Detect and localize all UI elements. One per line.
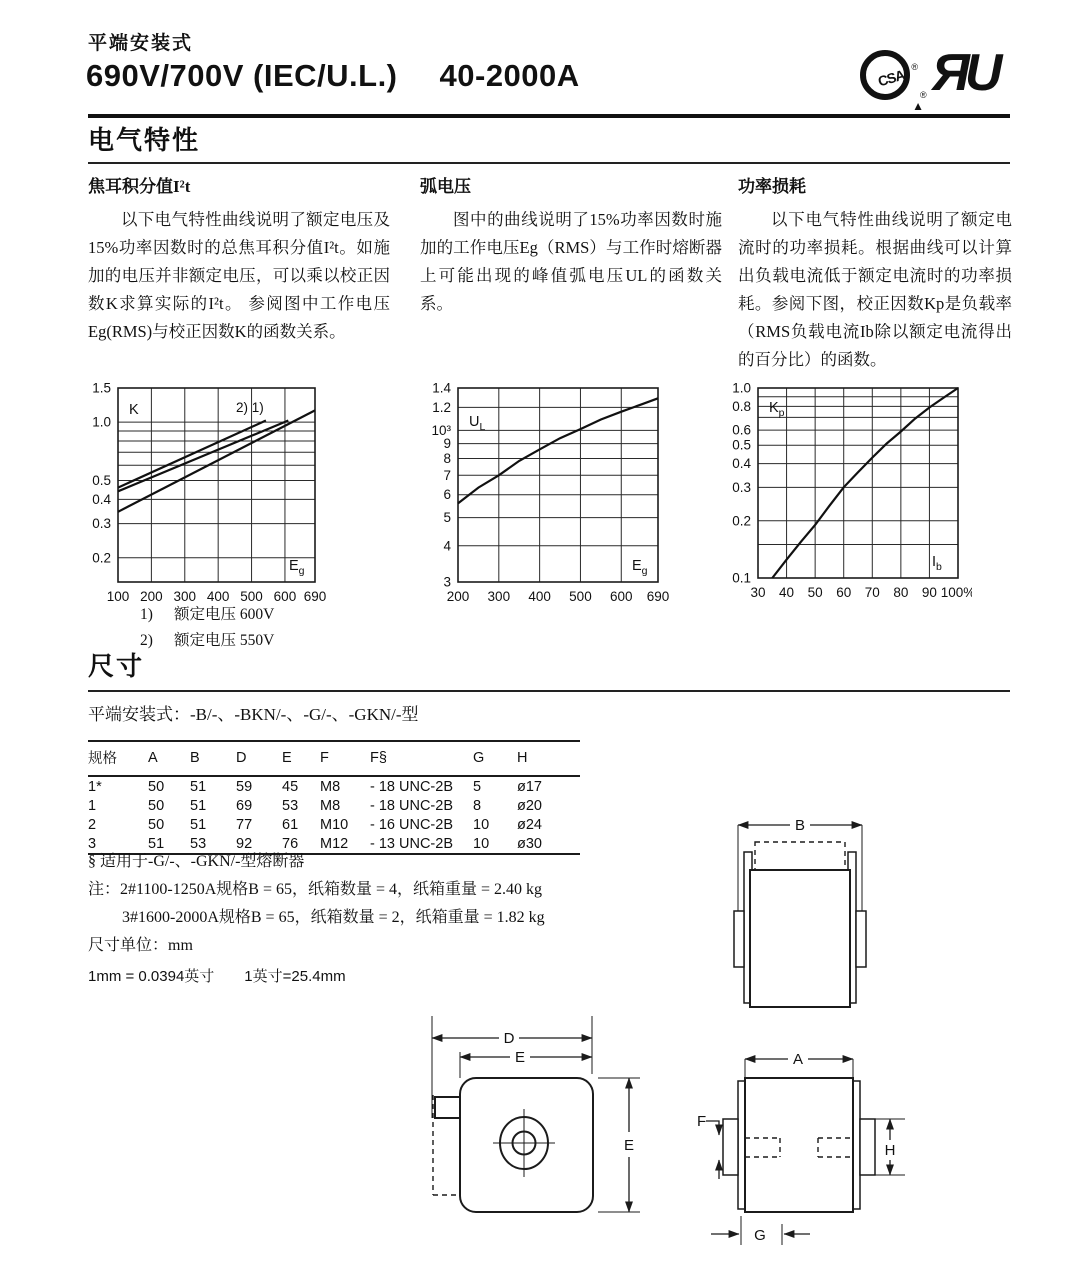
svg-text:1.5: 1.5 <box>92 380 111 396</box>
svg-text:0.5: 0.5 <box>92 473 111 489</box>
table-row <box>88 776 580 796</box>
svg-text:1.2: 1.2 <box>432 399 451 415</box>
table-cell: 1* <box>88 778 102 795</box>
table-cell: 53 <box>282 797 299 814</box>
legend-item <box>140 628 274 654</box>
fuse-cap-dashed <box>755 842 845 871</box>
table-cell: ø24 <box>517 816 542 833</box>
svg-text:0.6: 0.6 <box>732 422 751 438</box>
table-header-cell: 规格 <box>88 751 117 767</box>
drawing-front-view <box>698 806 878 1021</box>
svg-text:0.3: 0.3 <box>92 516 111 532</box>
legend-index: 1) <box>140 606 153 623</box>
table-cell: 51 <box>190 778 207 795</box>
table-header-cell: F <box>320 749 329 766</box>
chart-canvas <box>422 380 672 610</box>
table-cell: 10 <box>473 816 490 833</box>
svg-text:80: 80 <box>893 585 909 600</box>
svg-text:0.4: 0.4 <box>732 456 751 472</box>
svg-text:7: 7 <box>443 467 451 483</box>
svg-text:100: 100 <box>106 589 130 604</box>
svg-text:1.0: 1.0 <box>92 414 111 430</box>
svg-text:200: 200 <box>140 589 163 604</box>
svg-text:500: 500 <box>569 589 592 604</box>
column-joule-integral <box>88 172 390 346</box>
table-header-cell: H <box>517 749 528 766</box>
table-cell: - 18 UNC-2B <box>370 778 453 795</box>
table-row <box>88 796 580 815</box>
table-cell: 50 <box>148 797 165 814</box>
svg-text:300: 300 <box>487 589 511 604</box>
table-header-row <box>88 741 580 776</box>
svg-text:1.0: 1.0 <box>732 380 751 396</box>
fuse-blade-right <box>860 1119 875 1175</box>
voltage-rating: 690V/700V (IEC/U.L.) <box>86 58 398 93</box>
svg-text:60: 60 <box>836 585 852 600</box>
ul-text: ЯU <box>932 44 998 102</box>
csa-logo <box>860 50 924 113</box>
svg-text:6: 6 <box>443 487 451 503</box>
table-cell: 5 <box>473 778 482 795</box>
svg-text:Ib: $I_b$ <box>932 554 942 573</box>
fuse-blade-left <box>723 1119 738 1175</box>
table-cell: 76 <box>282 835 299 852</box>
table-cell: 1 <box>88 797 97 814</box>
column-title: 功率损耗 <box>738 177 806 196</box>
chart-arc-voltage <box>422 380 672 615</box>
table-cell: - 18 UNC-2B <box>370 797 453 814</box>
table-cell: M8 <box>320 778 341 795</box>
table-cell: 59 <box>236 778 253 795</box>
svg-text:10³: 10³ <box>431 422 451 438</box>
svg-text:K: K <box>129 402 139 418</box>
table-cell: 69 <box>236 797 253 814</box>
section-heading-electrical: 电气特性 <box>88 126 201 155</box>
table-cell: 77 <box>236 816 253 833</box>
table-cell: M8 <box>320 797 341 814</box>
section-rule <box>88 690 1010 692</box>
table-cell: 45 <box>282 778 299 795</box>
legend-index: 2) <box>140 632 153 649</box>
table-row <box>88 815 580 834</box>
dim-label-E: E <box>514 1049 526 1066</box>
dimension-table <box>88 740 580 855</box>
table-cell: 8 <box>473 797 482 814</box>
table-cell: 50 <box>148 778 165 795</box>
dimensions-subtitle: 平端安装式：-B/-、-BKN/-、-G/-、-GKN/-型 <box>88 705 419 724</box>
svg-text:400: 400 <box>206 589 230 604</box>
column-title: 弧电压 <box>420 177 471 196</box>
csa-triangle-icon: ▲ <box>912 99 924 113</box>
svg-text:30: 30 <box>750 585 766 600</box>
fuse-tab-right <box>856 911 866 967</box>
table-cell: M12 <box>320 835 349 852</box>
dim-label-F: F <box>697 1113 707 1130</box>
chart-legend <box>140 602 274 654</box>
fuse-rail-right <box>853 1081 860 1209</box>
section-heading-dimensions: 尺寸 <box>88 652 145 681</box>
svg-text:600: 600 <box>609 589 633 604</box>
drawing-side-view <box>683 1040 918 1255</box>
csa-text: CSA <box>876 66 906 90</box>
svg-text:70: 70 <box>864 585 880 600</box>
table-header-cell: B <box>190 749 200 766</box>
legend-text: 额定电压 600V <box>174 606 275 623</box>
table-cell: ø17 <box>517 778 542 795</box>
svg-text:0.2: 0.2 <box>92 550 111 566</box>
dim-label-D: D <box>503 1030 515 1047</box>
svg-text:0.3: 0.3 <box>732 479 751 495</box>
fuse-body <box>750 870 850 1007</box>
csa-ring-icon <box>860 50 910 100</box>
note-line: 1mm = 0.0394英寸 1英寸=25.4mm <box>88 968 346 985</box>
registered-mark-icon: ® <box>920 90 927 100</box>
table-cell: 2 <box>88 816 97 833</box>
svg-text:3: 3 <box>443 574 451 590</box>
product-title <box>86 58 580 94</box>
note-line: 尺寸单位：mm <box>88 937 193 954</box>
note-line: 3#1600-2000A规格B = 65，纸箱数量 = 2，纸箱重量 = 1.82 kg <box>122 909 545 926</box>
svg-text:90: 90 <box>921 585 937 600</box>
column-power-loss <box>738 172 1012 374</box>
section-rule <box>88 162 1010 164</box>
column-body: 以下电气特性曲线说明了额定电流时的功率损耗。根据曲线可以计算出负载电流低于额定电流时的功率损耗。参阅下图，校正因数Kp是负载率（RMS负载电流Ib除以额定电流得出的百分比）的函数。 <box>738 210 1012 369</box>
svg-text:0.5: 0.5 <box>732 437 751 453</box>
svg-text:UL: $U_L$ <box>469 414 486 433</box>
note-line: 注：2#1100-1250A规格B = 65，纸箱数量 = 4，纸箱重量 = 2.40 kg <box>88 881 543 898</box>
svg-text:600: 600 <box>273 589 297 604</box>
ul-recognized-logo <box>920 42 1012 108</box>
svg-text:40: 40 <box>779 585 795 600</box>
column-body: 图中的曲线说明了15%功率因数时施加的工作电压Eg（RMS）与工作时熔断器上可能出现的峰值弧电压UL的函数关系。 <box>420 210 722 313</box>
table-header-cell: A <box>148 749 158 766</box>
table-cell: 50 <box>148 816 165 833</box>
svg-text:50: 50 <box>807 585 823 600</box>
column-title: 焦耳积分值I²t <box>88 177 191 196</box>
table-cell: M10 <box>320 816 349 833</box>
dim-label-H: H <box>884 1142 896 1159</box>
svg-text:Kp: $K_p$ <box>769 400 785 419</box>
table-cell: ø20 <box>517 797 542 814</box>
svg-text:300: 300 <box>173 589 197 604</box>
chart-power-loss-correction <box>722 380 972 611</box>
dim-label-E-vertical: E <box>623 1137 635 1154</box>
svg-text:9: 9 <box>443 436 451 452</box>
svg-text:2) 1): 2) 1) <box>236 399 264 415</box>
dim-label-G: G <box>754 1227 766 1244</box>
table-cell: 53 <box>190 835 207 852</box>
fuse-rail-left <box>738 1081 745 1209</box>
svg-text:Eg: $E_g$ <box>289 558 305 577</box>
table-cell: 61 <box>282 816 299 833</box>
svg-text:0.1: 0.1 <box>732 570 751 586</box>
chart-joule-integral-correction <box>82 380 329 615</box>
table-cell: - 16 UNC-2B <box>370 816 453 833</box>
table-header-cell: D <box>236 749 247 766</box>
dim-label-B: B <box>794 817 806 834</box>
drawing-end-view <box>402 1010 647 1250</box>
table-header-cell: G <box>473 749 485 766</box>
column-body: 以下电气特性曲线说明了额定电压及15%功率因数时的总焦耳积分值I²t。如施加的电压并非额定电压，可以乘以校正因数K求算实际的I²t。 参阅图中工作电压Eg(RMS)与校正因数K的函数关系。 <box>88 210 390 341</box>
table-cell: ø30 <box>517 835 542 852</box>
svg-text:4: 4 <box>443 538 451 554</box>
table-cell: 51 <box>190 816 207 833</box>
table-header-cell: F§ <box>370 749 387 766</box>
table-cell: 92 <box>236 835 253 852</box>
header-rule <box>88 114 1010 118</box>
note-line: § 适用于-G/-、-GKN/-型熔断器 <box>88 853 305 870</box>
svg-text:690: 690 <box>646 589 670 604</box>
svg-text:8: 8 <box>443 450 451 466</box>
svg-text:200: 200 <box>446 589 470 604</box>
svg-text:5: 5 <box>443 510 451 526</box>
current-rating: 40-2000A <box>439 58 580 93</box>
legend-text: 额定电压 550V <box>174 632 275 649</box>
svg-text:1.4: 1.4 <box>432 380 451 396</box>
product-subtitle: 平端安装式 <box>88 33 194 54</box>
svg-text:100%: 100% <box>940 585 972 600</box>
tab-notch <box>435 1097 460 1118</box>
column-arc-voltage <box>420 172 722 318</box>
table-cell: 3 <box>88 835 97 852</box>
table-header-cell: E <box>282 749 292 766</box>
registered-mark-icon: ® <box>911 62 918 72</box>
table-cell: 51 <box>190 797 207 814</box>
svg-text:0.4: 0.4 <box>92 491 111 507</box>
table-notes <box>88 848 668 991</box>
svg-text:500: 500 <box>240 589 263 604</box>
svg-text:0.8: 0.8 <box>732 398 751 414</box>
dim-label-A: A <box>792 1051 804 1068</box>
table-cell: 10 <box>473 835 490 852</box>
fuse-tab-left <box>734 911 744 967</box>
legend-item <box>140 602 274 628</box>
svg-text:0.2: 0.2 <box>732 513 751 529</box>
table-cell: - 13 UNC-2B <box>370 835 453 852</box>
chart-canvas <box>722 380 972 606</box>
svg-text:400: 400 <box>528 589 551 604</box>
svg-text:Eg: $E_g$ <box>632 558 648 577</box>
chart-canvas <box>82 380 329 610</box>
fuse-side-body <box>745 1078 853 1212</box>
table-cell: 51 <box>148 835 165 852</box>
svg-text:690: 690 <box>303 589 327 604</box>
